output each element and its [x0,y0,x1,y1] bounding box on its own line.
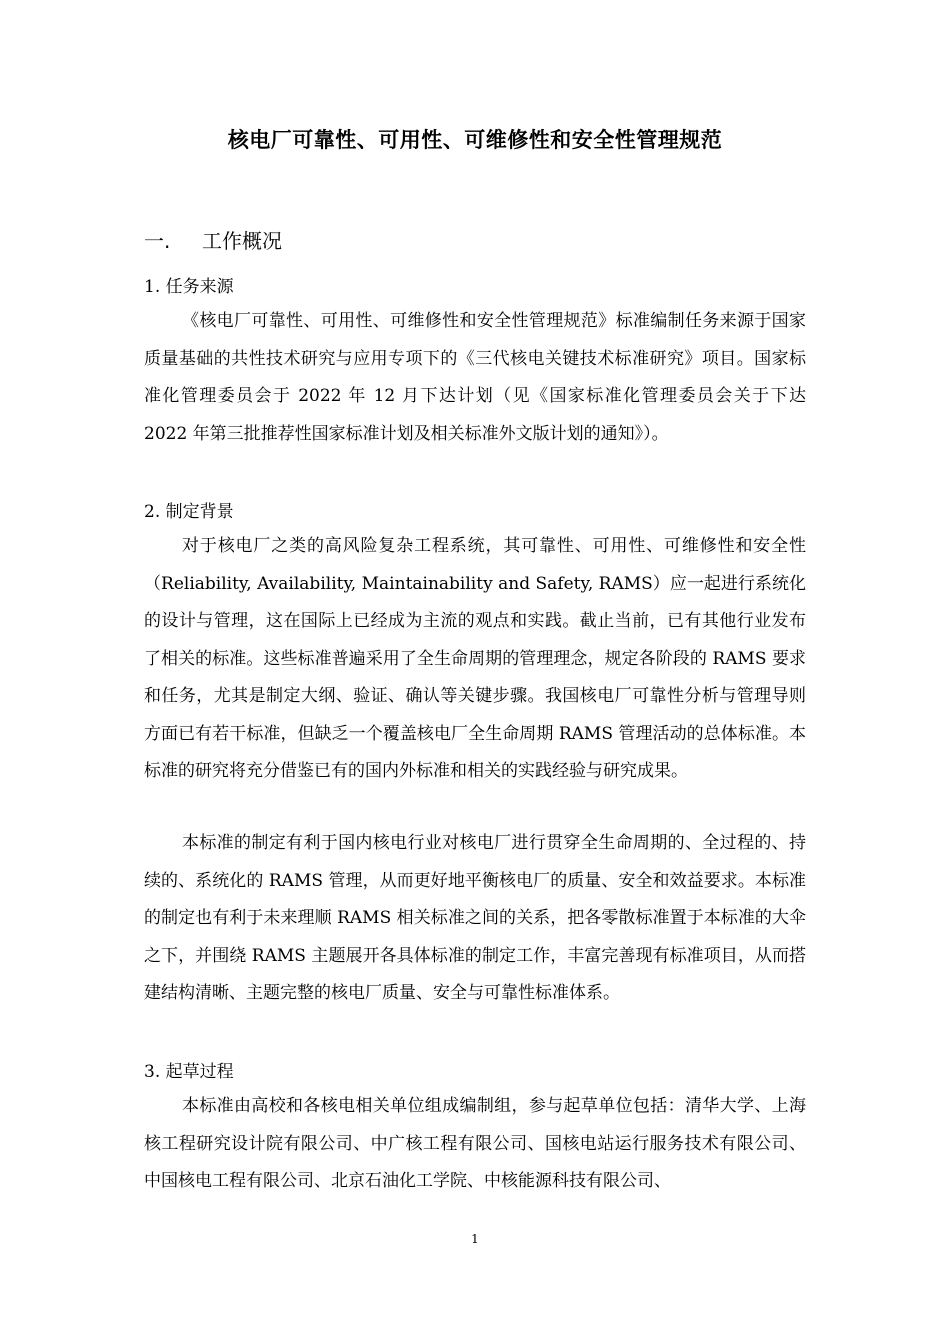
subsection-heading-task-source: 1. 任务来源 [144,277,234,297]
document-title: 核电厂可靠性、可用性、可维修性和安全性管理规范 [227,128,723,152]
section-title: 工作概况 [202,229,282,253]
paragraph-background-2: 本标准的制定有利于国内核电行业对核电厂进行贯穿全生命周期的、全过程的、持续的、系统化的 RAMS 管理，从而更好地平衡核电厂的质量、安全和效益要求。本标准的制定也有利于未来理顺 RAMS 相关标准之间的关系，把各零散标准置于本标准的大伞之下，并围绕 RAMS 主题展开各具体标准的制定工作，丰富完善现有标准项目，从而搭建结构清晰、主题完整的核电厂质量、安全与可靠性标准体系。 [144,833,806,1003]
paragraph-task-source: 《核电厂可靠性、可用性、可维修性和安全性管理规范》标准编制任务来源于国家质量基础的共性技术研究与应用专项下的《三代核电关键技术标准研究》项目。国家标准化管理委员会于 2022 年 12 月下达计划（见《国家标准化管理委员会关于下达 2022 年第三批推荐性国家标准计划及相关标准外文版计划的通知》）。 [144,311,806,444]
page-number: 1 [471,1232,479,1246]
paragraph-background-1: 对于核电厂之类的高风险复杂工程系统，其可靠性、可用性、可维修性和安全性（Reliability, Availability, Maintainability and Safety, RAMS）应一起进行系统化的设计与管理，这在国际上已经成为主流的观点和实践。截止当前，已有其他行业发布了相关的标准。这些标准普遍采用了全生命周期的管理理念，规定各阶段的 RAMS 要求和任务，尤其是制定大纲、验证、确认等关键步骤。我国核电厂可靠性分析与管理导则方面已有若干标准，但缺乏一个覆盖核电厂全生命周期 RAMS 管理活动的总体标准。本标准的研究将充分借鉴已有的国内外标准和相关的实践经验与研究成果。 [144,536,806,781]
section-heading [144,225,282,254]
subsection-heading-drafting: 3. 起草过程 [144,1062,234,1082]
section-number: 一. [144,229,171,253]
paragraph-drafting: 本标准由高校和各核电相关单位组成编制组，参与起草单位包括：清华大学、上海核工程研究设计院有限公司、中广核工程有限公司、国核电站运行服务技术有限公司、中国核电工程有限公司、北京石油化工学院、中核能源科技有限公司、 [144,1096,806,1191]
subsection-heading-background: 2. 制定背景 [144,502,234,522]
